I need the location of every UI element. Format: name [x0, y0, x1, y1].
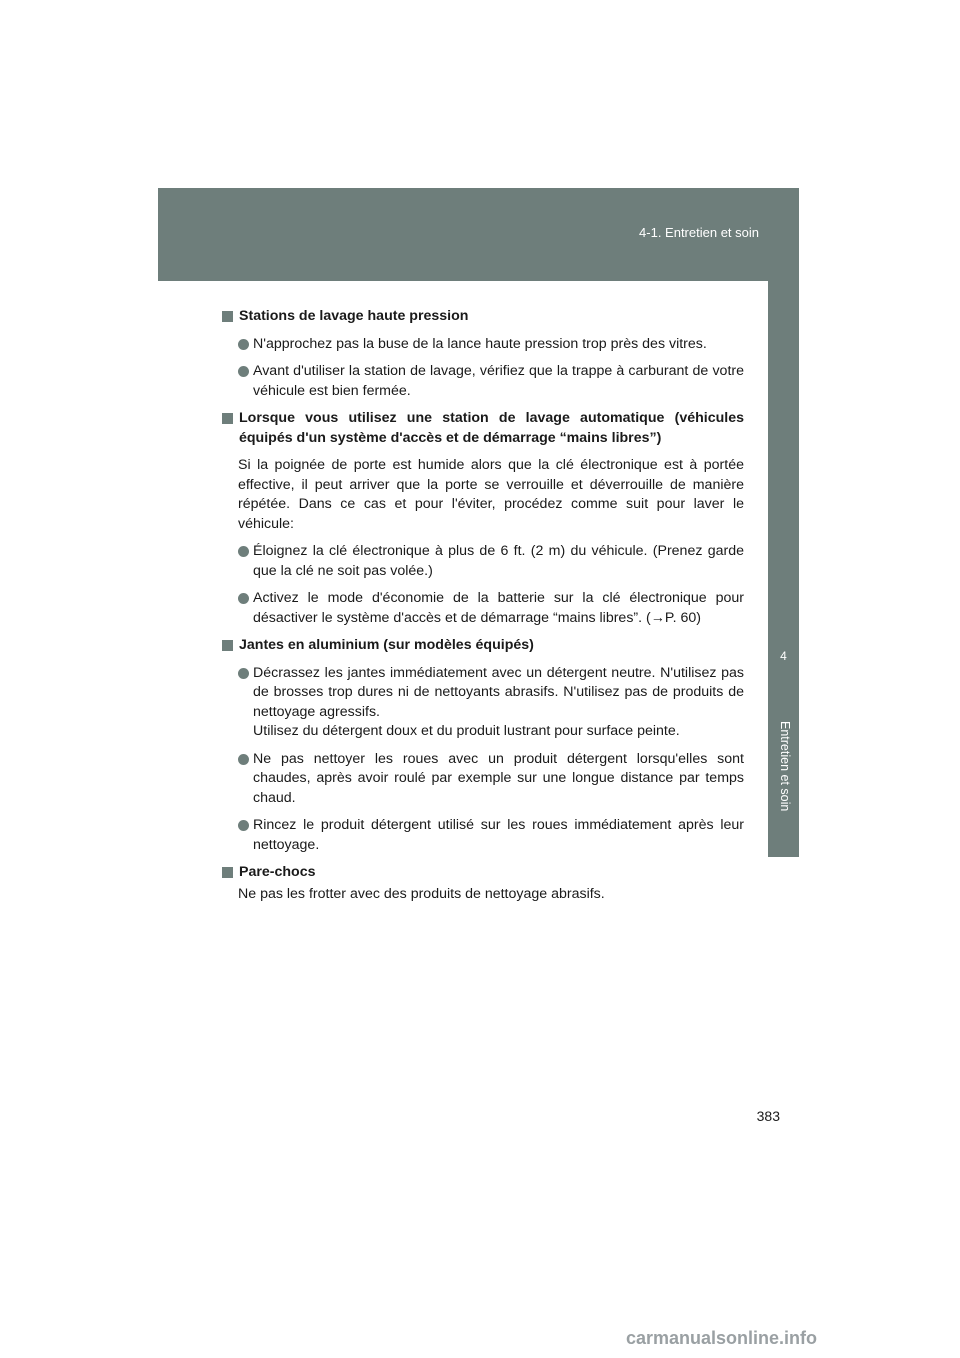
heading-text: Lorsque vous utilisez une station de lavage automatique (véhicules équipés d'un système d'accès et de démarrage “mains libres”): [239, 410, 744, 446]
square-bullet-icon: [222, 413, 233, 424]
list-item: [222, 335, 744, 355]
circle-bullet-icon: [238, 593, 249, 604]
circle-bullet-icon: [238, 366, 249, 377]
section-title: 4-1. Entretien et soin: [639, 225, 759, 240]
section-heading: [222, 307, 744, 327]
heading-text: Pare-chocs: [239, 864, 316, 880]
watermark: carmanualsonline.info: [626, 1328, 818, 1348]
list-item: [222, 589, 744, 628]
square-bullet-icon: [222, 867, 233, 878]
list-item: [222, 750, 744, 809]
circle-bullet-icon: [238, 820, 249, 831]
paragraph: Si la poignée de porte est humide alors que la clé électronique est à portée effective, il peut arriver que la porte se verrouille et déverrouille de manière répétée. Dans ce cas et pour l'éviter, procédez comme suit pour laver le véhicule:: [238, 457, 744, 532]
chapter-title: Entretien et soin: [778, 721, 792, 812]
chapter-side-tab: [768, 281, 799, 857]
list-item-text: Rincez le produit détergent utilisé sur les roues immédiatement après leur nettoyage.: [253, 817, 744, 853]
section-heading: [222, 863, 744, 883]
list-item-text: N'approchez pas la buse de la lance haute pression trop près des vitres.: [253, 335, 707, 352]
square-bullet-icon: [222, 311, 233, 322]
list-item: [222, 542, 744, 581]
list-item-text: Ne pas nettoyer les roues avec un produit détergent lorsqu'elles sont chaudes, après avoir roulé par exemple sur une longue distance par temps chaud.: [253, 750, 744, 806]
square-bullet-icon: [222, 640, 233, 651]
list-item-text: Activez le mode d'économie de la batterie sur la clé électronique pour désactiver le système d'accès et de démarrage “mains libres”. (→P. 60): [253, 590, 744, 626]
section-heading: [222, 636, 744, 656]
page-number: 383: [756, 1108, 780, 1124]
list-item: [222, 664, 744, 742]
list-item-text: Avant d'utiliser la station de lavage, vérifiez que la trappe à carburant de votre véhicule est bien fermée.: [253, 363, 744, 399]
circle-bullet-icon: [238, 754, 249, 765]
section-heading: [222, 409, 744, 448]
list-item-text: Décrassez les jantes immédiatement avec un détergent neutre. N'utilisez pas de brosses trop dures ni de nettoyants abrasifs. N'utilisez pas de produits de nettoyage agressifs.: [253, 664, 744, 720]
circle-bullet-icon: [238, 668, 249, 679]
list-item-text: Utilisez du détergent doux et du produit lustrant pour surface peinte.: [253, 723, 680, 739]
page-content: [222, 307, 744, 904]
chapter-number: 4: [780, 649, 787, 663]
heading-text: Stations de lavage haute pression: [239, 308, 469, 324]
circle-bullet-icon: [238, 339, 249, 350]
heading-text: Jantes en aluminium (sur modèles équipés): [239, 637, 534, 653]
list-item: [222, 816, 744, 855]
paragraph: Ne pas les frotter avec des produits de nettoyage abrasifs.: [238, 885, 605, 902]
list-item: [222, 362, 744, 401]
list-item-text: Éloignez la clé électronique à plus de 6 ft. (2 m) du véhicule. (Prenez garde que la clé ne soit pas volée.): [253, 543, 744, 579]
circle-bullet-icon: [238, 546, 249, 557]
header-band: [158, 188, 799, 281]
